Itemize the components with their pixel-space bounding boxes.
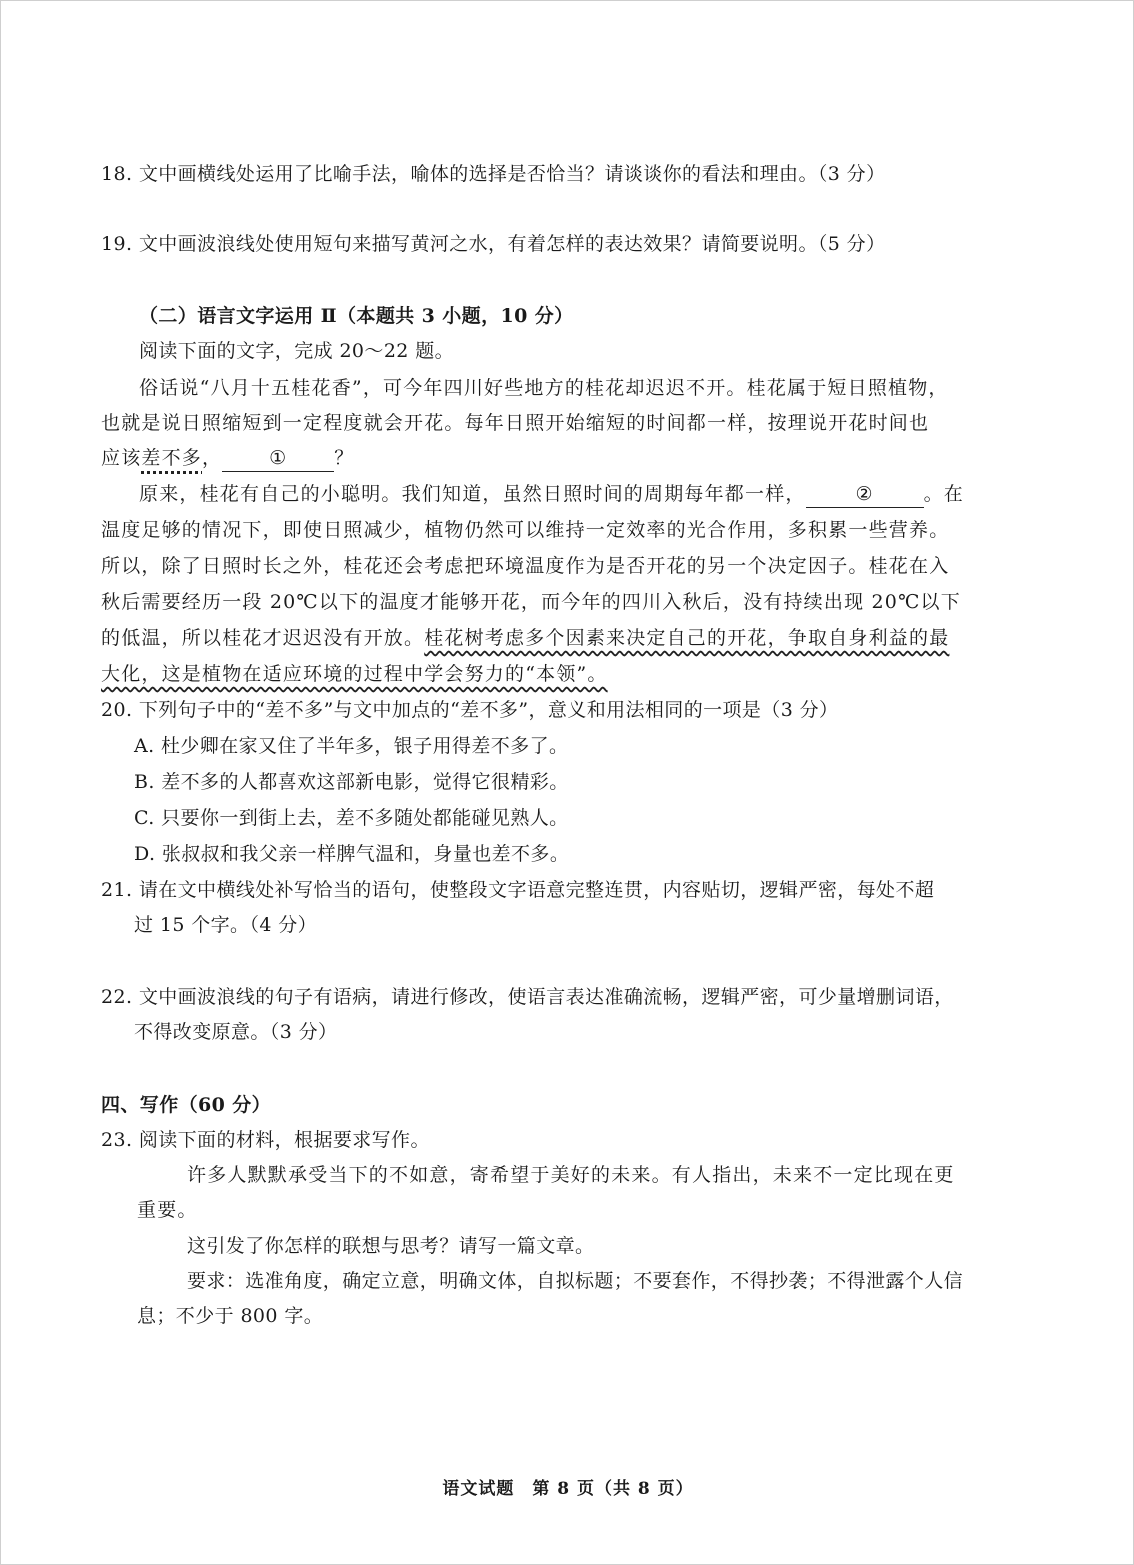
option-b: B. 差不多的人都喜欢这部新电影，觉得它很精彩。	[134, 771, 569, 793]
passage-line	[101, 657, 1056, 691]
passage-line: 所以，除了日照时长之外，桂花还会考虑把环境温度作为是否开花的另一个决定因子。桂花在入	[101, 555, 950, 577]
option-a: A. 杜少卿在家又住了半年多，银子用得差不多了。	[134, 735, 569, 757]
passage-line	[139, 477, 1094, 511]
writing-requirements-cont: 息；不少于 800 字。	[137, 1305, 324, 1327]
page-footer: 语文试题 第 8 页（共 8 页）	[442, 1479, 694, 1499]
wavy-underlined-sentence: 桂花树考虑多个因素来决定自己的开花，争取自身利益的最	[424, 627, 950, 649]
section-4-heading: 四、写作（60 分）	[101, 1094, 272, 1116]
question-23: 23. 阅读下面的材料，根据要求写作。	[101, 1129, 430, 1151]
passage-text: 应该	[101, 447, 142, 469]
passage-text: 的低温，所以桂花才迟迟没有开放。	[101, 627, 425, 649]
wavy-underlined-sentence: 大化，这是植物在适应环境的过程中学会努力的“本领”。	[101, 663, 608, 685]
question-21: 21. 请在文中横线处补写恰当的语句，使整段文字语意完整连贯，内容贴切，逻辑严密，每处不超	[101, 879, 935, 901]
passage-text: ，	[202, 447, 223, 469]
question-18: 18. 文中画横线处运用了比喻手法，喻体的选择是否恰当？请谈谈你的看法和理由。（3 分）	[101, 163, 886, 185]
passage-line: 也就是说日照缩短到一定程度就会开花。每年日照开始缩短的时间都一样，按理说开花时间也	[101, 412, 930, 434]
passage-line	[101, 441, 1056, 475]
question-22: 22. 文中画波浪线的句子有语病，请进行修改，使语言表达准确流畅，逻辑严密，可少量增删词语，	[101, 986, 954, 1008]
material-line: 重要。	[137, 1199, 198, 1221]
dotted-word: 差不多	[141, 447, 203, 469]
passage-line	[101, 621, 1056, 655]
writing-requirements: 要求：选准角度，确定立意，明确文体，自拟标题；不要套作，不得抄袭；不得泄露个人信	[187, 1270, 964, 1292]
passage-line: 秋后需要经历一段 20℃以下的温度才能够开花，而今年的四川入秋后，没有持续出现 20℃以下	[101, 591, 961, 613]
material-line: 许多人默默承受当下的不如意，寄希望于美好的未来。有人指出，未来不一定比现在更	[187, 1164, 955, 1186]
question-20-stem: 20. 下列句子中的“差不多”与文中加点的“差不多”，意义和用法相同的一项是（3 分）	[101, 699, 839, 721]
reading-intro: 阅读下面的文字，完成 20～22 题。	[139, 340, 455, 362]
section-2-heading: （二）语言文字运用 Ⅱ（本题共 3 小题，10 分）	[139, 305, 574, 327]
passage-text: ？	[334, 447, 355, 469]
passage-line: 温度足够的情况下，即使日照减少，植物仍然可以维持一定效率的光合作用，多积累一些营养。	[101, 519, 950, 541]
passage-text: 。在	[923, 483, 965, 505]
question-22-cont: 不得改变原意。（3 分）	[134, 1021, 338, 1043]
passage-text: 原来，桂花有自己的小聪明。我们知道，虽然日照时间的周期每年都一样，	[139, 483, 806, 505]
question-21-cont: 过 15 个字。（4 分）	[134, 914, 318, 936]
option-c: C. 只要你一到街上去，差不多随处都能碰见熟人。	[134, 807, 569, 829]
option-d: D. 张叔叔和我父亲一样脾气温和，身量也差不多。	[134, 843, 570, 865]
writing-prompt: 这引发了你怎样的联想与思考？请写一篇文章。	[187, 1235, 595, 1257]
question-19: 19. 文中画波浪线处使用短句来描写黄河之水，有着怎样的表达效果？请简要说明。（5 分）	[101, 233, 886, 255]
blank-2: ②	[806, 481, 924, 508]
passage-line: 俗话说“八月十五桂花香”，可今年四川好些地方的桂花却迟迟不开。桂花属于短日照植物，	[139, 377, 949, 399]
blank-1: ①	[222, 445, 334, 472]
